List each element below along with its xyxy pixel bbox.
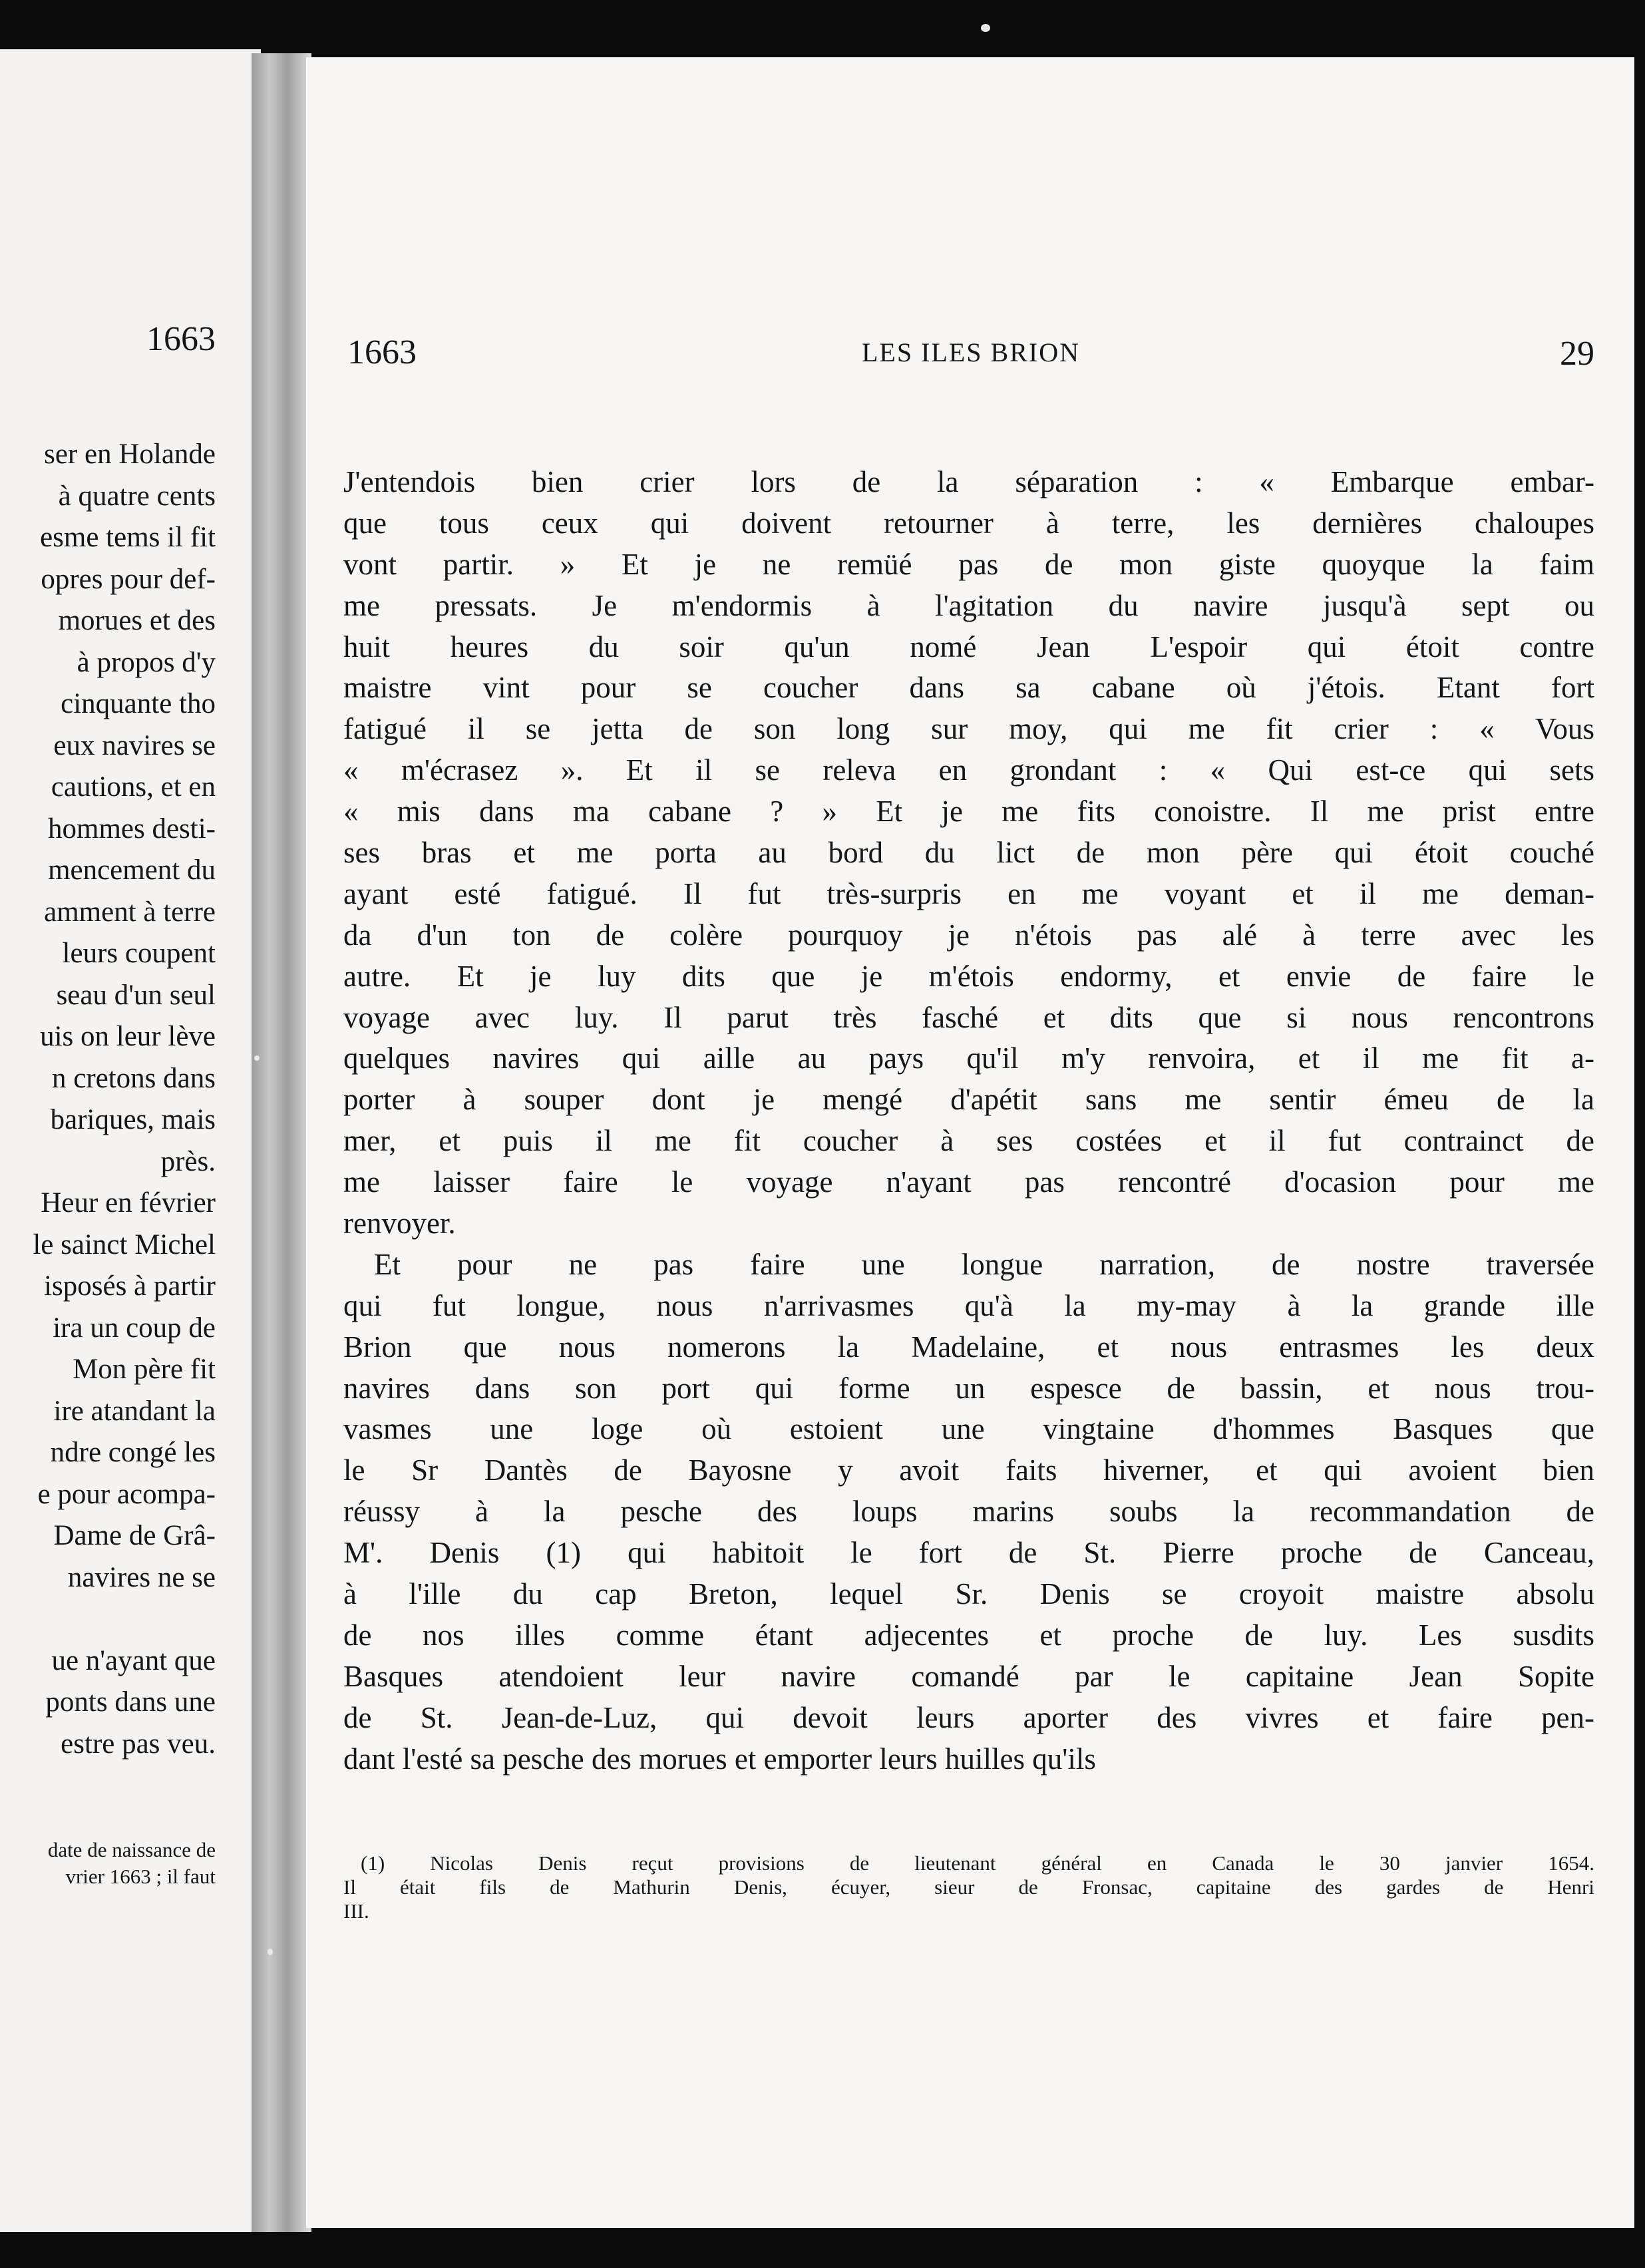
text-line: porter à souper dont je mengé d'apétit sans me sentir émeu de la xyxy=(343,1083,1594,1117)
text-line: « mis dans ma cabane ? » Et je me fits conoistre. Il me prist entre xyxy=(343,795,1594,829)
text-line: ses bras et me porta au bord du lict de mon père qui étoit couché xyxy=(343,836,1594,870)
scan-speck xyxy=(981,24,990,32)
left-page-text-line: ue n'ayant que xyxy=(51,1644,216,1676)
left-page-text-line: uis on leur lève xyxy=(40,1021,216,1052)
left-page-folio: 1663 xyxy=(146,320,216,358)
book-gutter xyxy=(252,53,311,2232)
left-page-text-line: près. xyxy=(160,1145,216,1177)
footnote-line: (1) Nicolas Denis reçut provisions de lieutenant général en Canada le 30 janvier 1654. xyxy=(361,1851,1594,1875)
running-head-title: LES ILES BRION xyxy=(862,337,1080,367)
text-line: à l'ille du cap Breton, lequel Sr. Denis se croyoit maistre absolu xyxy=(343,1577,1594,1611)
left-page-text-line: seau d'un seul xyxy=(56,979,216,1011)
left-page-text-line: Dame de Grâ- xyxy=(53,1520,216,1551)
left-page-text-line: ser en Holande xyxy=(44,439,216,470)
left-page-text-line: morues et des xyxy=(58,605,216,636)
text-line: fatigué il se jetta de son long sur moy, qui me fit crier : « Vous xyxy=(343,712,1594,746)
left-page-footnote-line: vrier 1663 ; il faut xyxy=(65,1865,216,1888)
text-line: qui fut longue, nous n'arrivasmes qu'à la my-may à la grande ille xyxy=(343,1288,1594,1322)
text-line: le Sr Dantès de Bayosne y avoit faits hiverner, et qui avoient bien xyxy=(343,1453,1594,1487)
left-page-text-line: ponts dans une xyxy=(45,1686,216,1718)
text-line: me pressats. Je m'endormis à l'agitation du navire jusqu'à sept ou xyxy=(343,588,1594,622)
left-page-text-line: eux navires se xyxy=(53,729,216,761)
left-page-text-line: cinquante tho xyxy=(61,688,216,719)
left-page-footnote xyxy=(0,1837,216,1890)
left-page-text-line: amment à terre xyxy=(44,896,216,928)
left-page-text-line xyxy=(0,1599,216,1640)
text-line: mer, et puis il me fit coucher à ses costées et il fut contrainct de xyxy=(343,1124,1594,1158)
text-line: de nos illes comme étant adjecentes et proche de luy. Les susdits xyxy=(343,1618,1594,1652)
left-page-text-line: opres pour def- xyxy=(41,563,216,595)
text-line: da d'un ton de colère pourquoy je n'étois pas alé à terre avec les xyxy=(343,918,1594,952)
text-line: dant l'esté sa pesche des morues et emporter leurs huilles qu'ils xyxy=(343,1742,1096,1776)
left-page-text xyxy=(0,434,216,1765)
text-line: réussy à la pesche des loups marins soubs la recommandation de xyxy=(343,1495,1594,1529)
running-head xyxy=(347,333,1594,379)
text-line: renvoyer. xyxy=(343,1207,456,1240)
text-line: Basques atendoient leur navire comandé par le capitaine Jean Sopite xyxy=(343,1659,1594,1693)
text-line: de St. Jean-de-Luz, qui devoit leurs aporter des vivres et faire pen- xyxy=(343,1700,1594,1734)
left-page-text-line: Heur en février xyxy=(41,1187,216,1219)
left-page-text-line: bariques, mais xyxy=(50,1104,216,1135)
left-page-footnote-line: date de naissance de xyxy=(47,1838,216,1861)
left-page-text-line: leurs coupent xyxy=(62,938,216,969)
left-page-text-line: à quatre cents xyxy=(58,480,216,512)
left-page-text-line: n cretons dans xyxy=(52,1062,216,1094)
text-line: M'. Denis (1) qui habitoit le fort de St. Pierre proche de Canceau, xyxy=(343,1536,1594,1570)
left-page-text-line: mencement du xyxy=(48,854,216,886)
text-line: Et pour ne pas faire une longue narration, de nostre traversée xyxy=(374,1247,1594,1281)
left-page-text-line: cautions, et en xyxy=(51,771,216,803)
text-line: « m'écrasez ». Et il se releva en grondant : « Qui est-ce qui sets xyxy=(343,753,1594,787)
scan-speck xyxy=(268,1949,273,1955)
text-line: J'entendois bien crier lors de la séparation : « Embarque embar- xyxy=(343,465,1594,498)
left-page-text-line: hommes desti- xyxy=(48,813,216,845)
footnote xyxy=(343,1851,1594,1923)
running-head-year: 1663 xyxy=(347,333,417,371)
left-page-text-line: à propos d'y xyxy=(77,646,216,678)
left-page-text-line: esme tems il fit xyxy=(40,522,216,553)
text-line: voyage avec luy. Il parut très fasché et dits que si nous rencontrons xyxy=(343,1000,1594,1034)
text-line: que tous ceux qui doivent retourner à terre, les dernières chaloupes xyxy=(343,506,1594,540)
left-page-text-line: Mon père fit xyxy=(73,1354,216,1385)
page-number: 29 xyxy=(1560,335,1594,373)
scan-speck xyxy=(254,1055,260,1061)
left-page-text-line: ire atandant la xyxy=(53,1395,216,1427)
right-page xyxy=(306,57,1634,2228)
text-line: ayant esté fatigué. Il fut très-surpris en me voyant et il me deman- xyxy=(343,876,1594,910)
text-line: autre. Et je luy dits que je m'étois endormy, et envie de faire le xyxy=(343,959,1594,993)
text-line: huit heures du soir qu'un nomé Jean L'espoir qui étoit contre xyxy=(343,630,1594,663)
text-line: vasmes une loge où estoient une vingtaine d'hommes Basques que xyxy=(343,1412,1594,1446)
text-line: Brion que nous nomerons la Madelaine, et nous entrasmes les deux xyxy=(343,1330,1594,1364)
left-page xyxy=(0,49,261,2232)
footnote-line: Il était fils de Mathurin Denis, écuyer, sieur de Fronsac, capitaine des gardes de Henri xyxy=(343,1875,1594,1899)
text-line: maistre vint pour se coucher dans sa cabane où j'étois. Etant fort xyxy=(343,671,1594,705)
left-page-text-line: estre pas veu. xyxy=(61,1728,216,1760)
text-line: quelques navires qui aille au pays qu'il m'y renvoira, et il me fit a- xyxy=(343,1041,1594,1075)
text-line: navires dans son port qui forme un espesce de bassin, et nous trou- xyxy=(343,1371,1594,1405)
body-text xyxy=(343,462,1594,1780)
left-page-text-line: ndre congé les xyxy=(50,1437,216,1468)
text-line: vont partir. » Et je ne remüé pas de mon giste quoyque la faim xyxy=(343,547,1594,581)
footnote-line: III. xyxy=(343,1899,369,1923)
left-page-text-line: e pour acompa- xyxy=(37,1478,216,1510)
left-page-text-line: isposés à partir xyxy=(44,1270,216,1302)
left-page-text-line: navires ne se xyxy=(67,1561,216,1593)
text-line: me laisser faire le voyage n'ayant pas rencontré d'ocasion pour me xyxy=(343,1165,1594,1199)
left-page-text-line: ira un coup de xyxy=(53,1312,216,1344)
left-page-text-line: le sainct Michel xyxy=(33,1228,216,1260)
